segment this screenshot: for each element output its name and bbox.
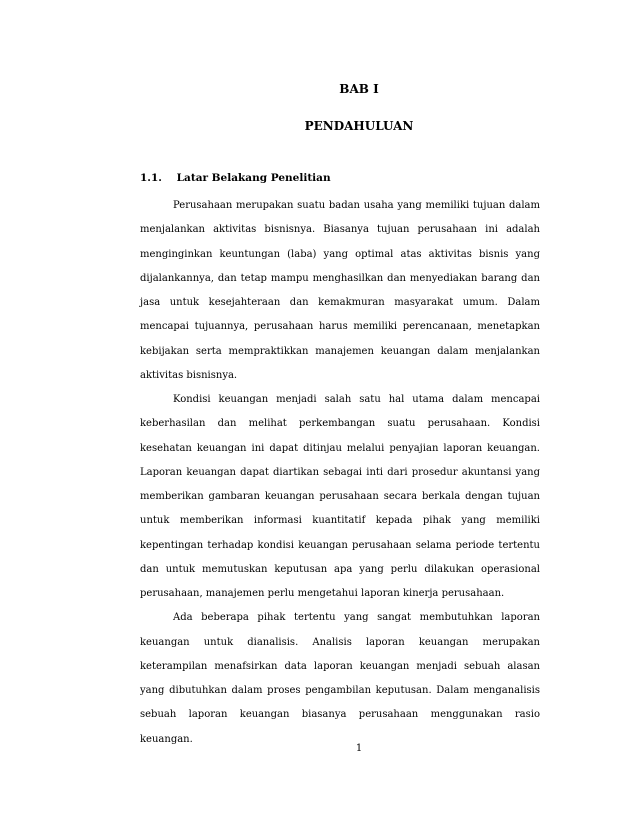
paragraph: Ada beberapa pihak tertentu yang sangat membutuhkan laporan keuangan untuk dianalisis. Analisis laporan keuangan merupakan keterampilan menafsirkan data laporan keuangan menjadi sebuah alasan yang dibutuhkan dalam proses pengambilan keputusan. Dalam menganalisis sebuah laporan keuangan biasanya perusahaan menggunakan rasio keuangan.	[140, 612, 540, 745]
chapter-title: PENDAHULUAN	[304, 119, 414, 133]
section-number: 1.1.	[140, 172, 162, 184]
chapter-number: BAB I	[339, 82, 379, 96]
page-number: 1	[355, 743, 363, 754]
section-heading	[140, 172, 331, 184]
paragraph: Perusahaan merupakan suatu badan usaha yang memiliki tujuan dalam menjalankan aktivitas bisnisnya. Biasanya tujuan perusahaan ini adalah menginginkan keuntungan (laba) yang optimal atas aktivitas bisnis yang dijalankannya, dan tetap mampu menghasilkan dan menyediakan barang dan jasa untuk kesejahteraan dan kemakmuran masyarakat umum. Dalam mencapai tujuannya, perusahaan harus memiliki perencanaan, menetapkan kebijakan serta mempraktikkan manajemen keuangan dalam menjalankan aktivitas bisnisnya.	[140, 200, 540, 381]
body-text	[140, 194, 540, 752]
paragraph: Kondisi keuangan menjadi salah satu hal utama dalam mencapai keberhasilan dan melihat perkembangan suatu perusahaan. Kondisi kesehatan keuangan ini dapat ditinjau melalui penyajian laporan keuangan. Laporan keuangan dapat diartikan sebagai inti dari prosedur akuntansi yang memberikan gambaran keuangan perusahaan secara berkala dengan tujuan untuk memberikan informasi kuantitatif kepada pihak yang memiliki kepentingan terhadap kondisi keuangan perusahaan selama periode tertentu dan untuk memutuskan keputusan apa yang perlu dilakukan operasional perusahaan, manajemen perlu mengetahui laporan kinerja perusahaan.	[140, 394, 540, 599]
section-title: Latar Belakang Penelitian	[176, 172, 331, 184]
